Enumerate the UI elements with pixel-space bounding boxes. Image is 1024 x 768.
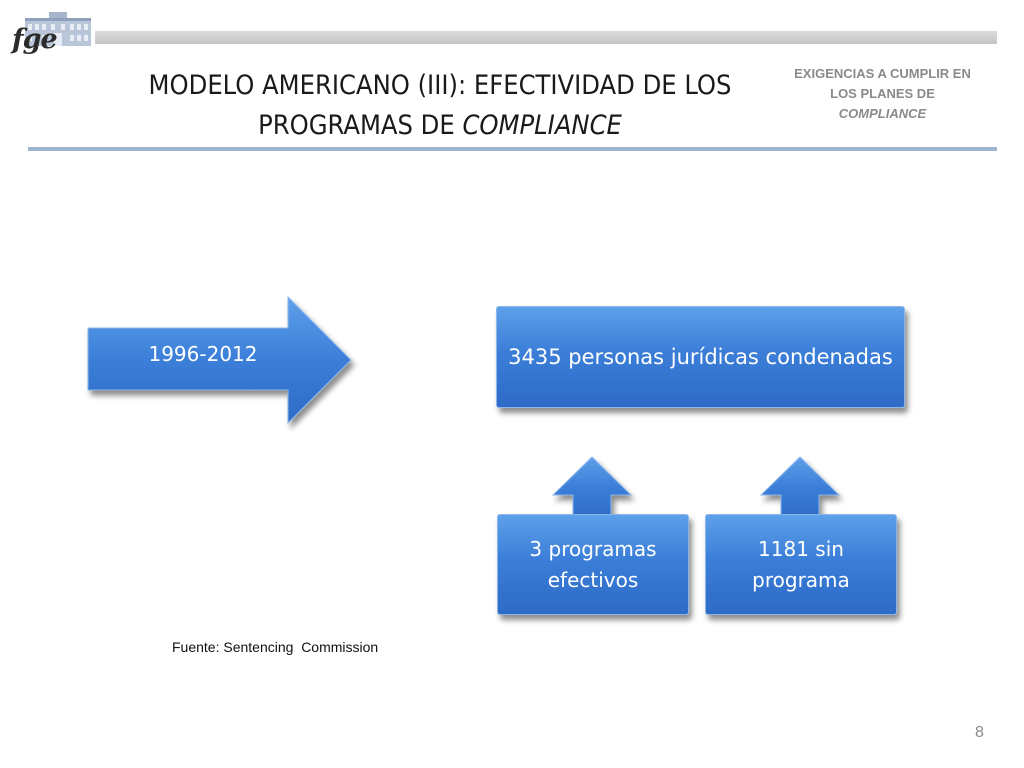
effective-programs-box (497, 514, 689, 615)
page-number: 8 (975, 724, 984, 741)
convicted-entities-box: 3435 personas jurídicas condenadas (496, 306, 905, 408)
effective-programs-line-2: efectivos (547, 567, 639, 592)
slide-title (100, 66, 780, 146)
no-program-box (705, 514, 897, 615)
subtitle-line-3: COMPLIANCE (838, 106, 927, 121)
effective-programs-line-1: 3 programas (529, 536, 657, 561)
subtitle-line-2: LOS PLANES DE (830, 86, 935, 101)
subtitle-line-1: EXIGENCIAS A CUMPLIR EN (794, 66, 971, 81)
no-program-line-2: programa (752, 567, 850, 592)
fge-logo-text: fge (12, 24, 57, 55)
header-bar (95, 31, 997, 44)
up-arrow-icon (553, 456, 633, 518)
section-subtitle (780, 64, 985, 124)
period-label: 1996-2012 (148, 342, 258, 366)
title-line-2-text: PROGRAMAS DE (258, 110, 463, 141)
title-line-1: MODELO AMERICANO (III): EFECTIVIDAD DE LOS (148, 70, 732, 101)
source-note: Fuente: Sentencing Commission (172, 639, 379, 655)
no-program-line-1: 1181 sin (758, 536, 844, 561)
title-line-2 (100, 106, 780, 146)
up-arrow-icon (761, 456, 841, 518)
title-line-2-italic: COMPLIANCE (462, 110, 622, 141)
header-divider (28, 147, 997, 151)
